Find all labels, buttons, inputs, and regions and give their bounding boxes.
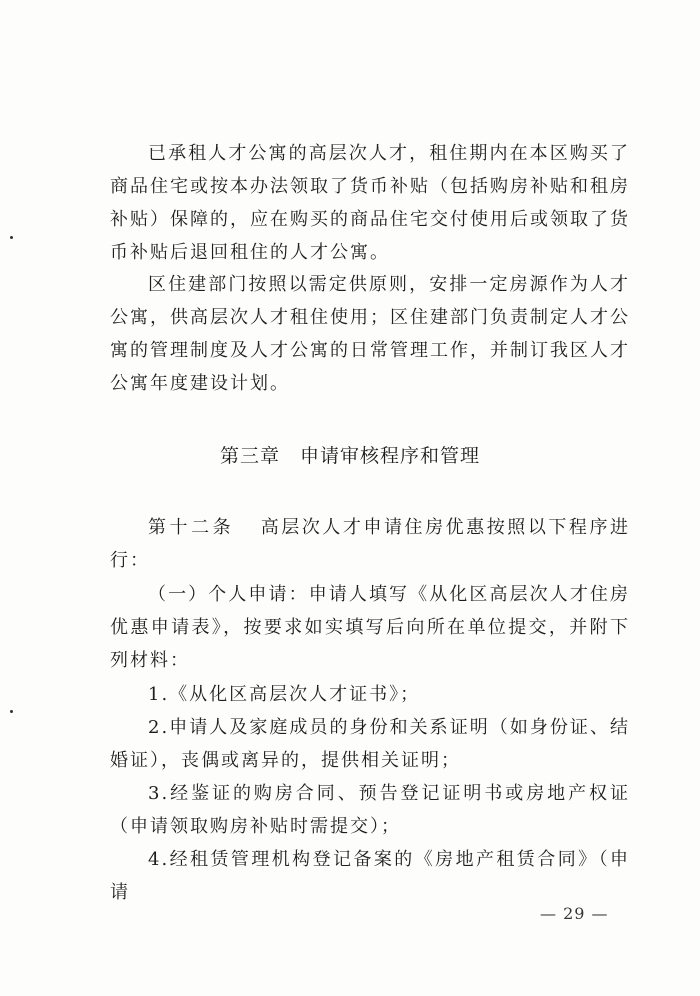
binding-hole-mark [10,710,13,713]
paragraph: 区住建部门按照以需定供原则，安排一定房源作为人才公寓，供高层次人才租住使用；区住建部门负责制定人才公寓的管理制度及人才公寓的日常管理工作，并制订我区人才公寓年度建设计划。 [110,274,630,394]
page-number: — 29 — [540,904,609,923]
list-item: 4.经租赁管理机构登记备案的《房地产租赁合同》（申请 [110,849,630,903]
binding-hole-mark [10,236,13,239]
article-paragraph [110,511,630,577]
article-text: 高层次人才申请住房优惠按照以下程序进行： [110,517,631,571]
list-item: （一）个人申请：申请人填写《从化区高层次人才住房优惠申请表》，按要求如实填写后向所在单位提交，并附下列材料： [110,584,630,671]
chapter-title: 第三章 申请审核程序和管理 [219,445,480,467]
list-item: 3.经鉴证的购房合同、预告登记证明书或房地产权证（申请领取购房补贴时需提交）； [110,783,630,837]
article-heading: 第十二条 [148,517,235,538]
paragraph: 已承租人才公寓的高层次人才，租住期内在本区购买了商品住宅或按本办法领取了货币补贴（包括购房补贴和租房补贴）保障的，应在购买的商品住宅交付使用后或领取了货币补贴后退回租住的人才公寓。 [110,143,630,263]
list-item: 1.《从化区高层次人才证书》； [148,684,421,705]
list-item: 2.申请人及家庭成员的身份和关系证明（如身份证、结婚证），丧偶或离异的，提供相关证明； [110,717,630,771]
